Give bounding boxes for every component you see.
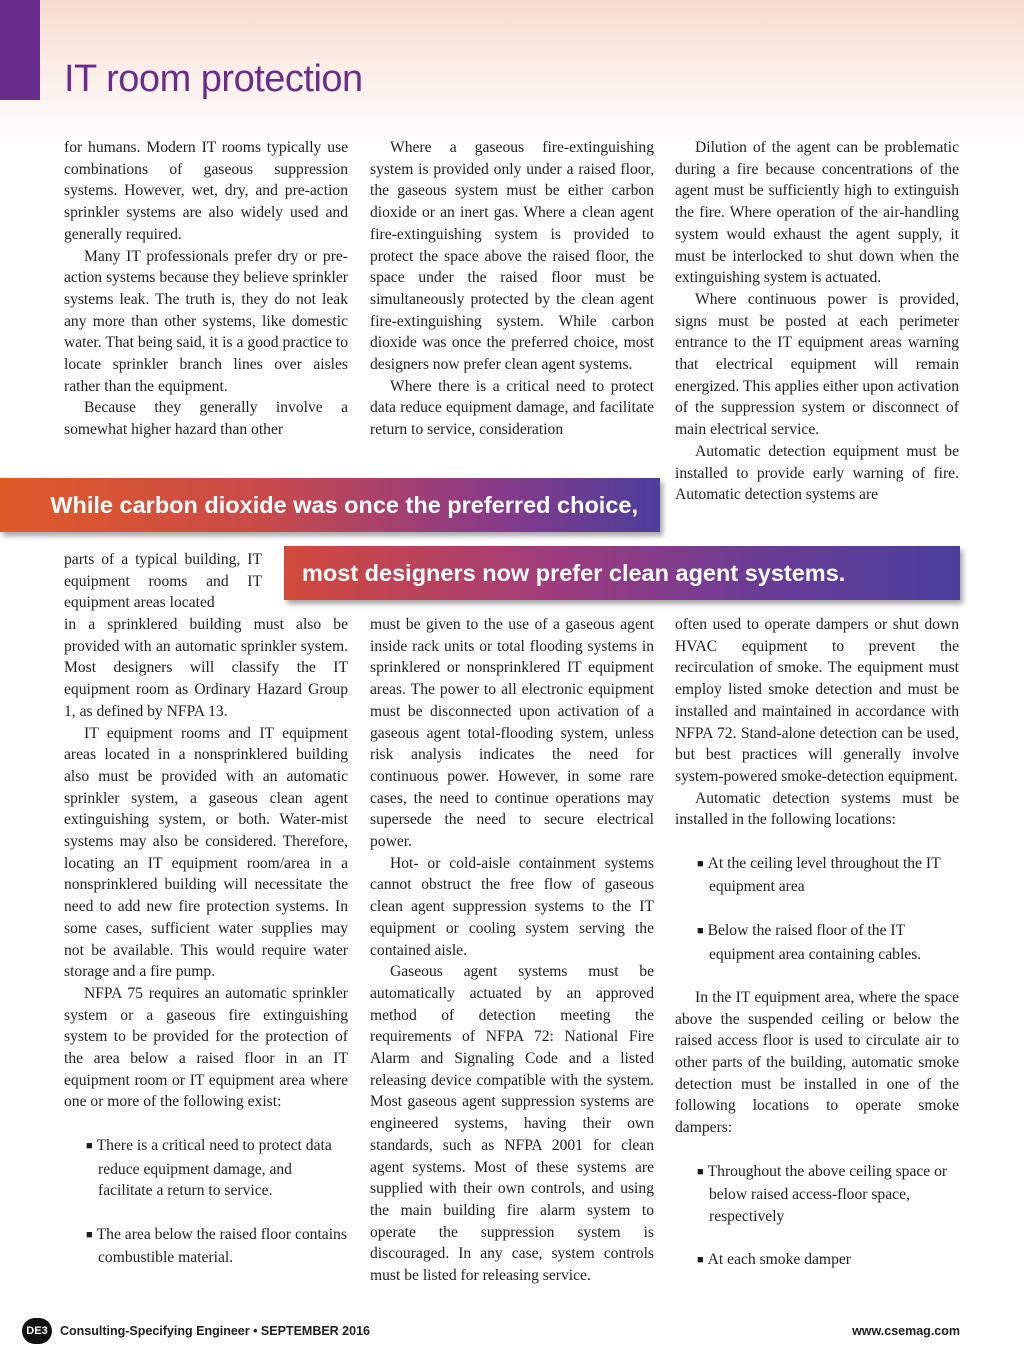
list-item: ■ There is a critical need to protect data reduce equipment damage, and facilitate a return to service. — [86, 1135, 348, 1202]
paragraph: Automatic detection equipment must be installed to provide early warning of fire. Automatic detection systems are — [675, 442, 959, 504]
paragraph: often used to operate dampers or shut down HVAC equipment to prevent the recirculation of smoke. The equipment must employ listed smoke detection and must be installed and maintained in accordance with NFPA 72. Stand-alone detection can be used, but best practices will generally involve system-powered smoke-detection equipment. — [675, 616, 959, 785]
lower-column-2 — [370, 614, 654, 1287]
page-title: IT room protection — [64, 58, 363, 100]
paragraph: for humans. Modern IT rooms typically use combinations of gaseous suppression systems. However, wet, dry, and pre-action sprinkler systems are also widely used and generally required. — [64, 139, 348, 243]
paragraph: NFPA 75 requires an automatic sprinkler system or a gaseous fire extinguishing system to be provided for the protection of the area below a raised floor in an IT equipment room or IT equipment area where one or more of the following exist: — [64, 984, 348, 1111]
paragraph: Dilution of the agent can be problematic during a fire because concentrations of the agent must be sufficiently high to extinguish the fire. Where operation of the air-handling system would exhaust the agent supply, it must be interlocked to shut down when the extinguishing system is actuated. — [675, 139, 959, 287]
paragraph: IT equipment rooms and IT equipment areas located in a nonsprinklered building also must be provided with an automatic sprinkler system, a gaseous clean agent extinguishing system, or both. Water-mist systems may also be considered. Therefore, locating an IT equipment room/area in a nonsprinklered building will necessitate the need to add new fire protection systems. In some cases, sufficient water supplies may not be available. This would require water storage and a fire pump. — [64, 724, 348, 981]
paragraph: Where there is a critical need to protect data reduce equipment damage, and facilitate return to service, consideration — [370, 377, 654, 439]
upper-column-3 — [675, 137, 959, 506]
website-url: www.csemag.com — [852, 1324, 960, 1338]
paragraph: in a sprinklered building must also be provided with an automatic sprinkler system. Most designers will classify the IT equipment room as Ordinary Hazard Group 1, as defined by NFPA 13. — [64, 616, 348, 720]
paragraph: Gaseous agent systems must be automatically actuated by an approved method of detection meeting the requirements of NFPA 72: National Fire Alarm and Signaling Code and a listed releasing device compatible with the system. Most gaseous agent suppression systems are engineered systems, having their own standards, such as NFPA 2001 for clean agent systems. Most of these systems are supplied with their own controls, and using the main building fire alarm system to operate the suppression system is discouraged. In any case, system controls must be listed for releasing service. — [370, 963, 654, 1285]
list-item: ■ At each smoke damper — [697, 1249, 959, 1273]
paragraph: Many IT professionals prefer dry or pre-action systems because they believe sprinkler systems leak. The truth is, they do not leak any more than other systems, like domestic water. That being said, it is a good practice to locate sprinkler branch lines over aisles rather than the equipment. — [64, 247, 348, 395]
paragraph: must be given to the use of a gaseous agent inside rack units or total flooding systems in sprinklered or nonsprinklered IT equipment areas. The power to all electronic equipment must be disconnected upon activation of a gaseous agent total-flooding system, unless risk analysis indicates the need for continuous power. However, in some rare cases, the need to continue operations may supersede the need to secure electrical power. — [370, 616, 654, 851]
paragraph: Where a gaseous fire-extinguishing system is provided only under a raised floor, the gaseous system must be either carbon dioxide or an inert gas. Where a clean agent fire-extinguishing system is provided to protect the space above the raised floor, the space under the raised floor must be simultaneously protected by the clean agent fire-extinguishing system. While carbon dioxide was once the preferred choice, most designers now prefer clean agent systems. — [370, 139, 654, 374]
bullet-list — [675, 853, 959, 966]
pull-quote-line-2 — [284, 546, 960, 600]
pull-quote-line-1 — [0, 478, 660, 532]
bullet-list — [64, 1135, 348, 1269]
lower-column-1 — [64, 614, 348, 1269]
page-footer — [22, 1317, 960, 1345]
paragraph: Where continuous power is provided, signs must be posted at each perimeter entrance to the IT equipment areas warning that electrical equipment will remain energized. This applies either upon activation of the suppression system or disconnect of main electrical service. — [675, 290, 959, 439]
page-number-badge: DE3 — [22, 1318, 52, 1344]
paragraph: Automatic detection systems must be installed in the following locations: — [675, 789, 959, 829]
list-item: ■ The area below the raised floor contains combustible material. — [86, 1224, 348, 1269]
header-accent-bar — [0, 0, 40, 100]
paragraph: Because they generally involve a somewhat higher hazard than other — [64, 399, 348, 439]
paragraph: In the IT equipment area, where the space above the suspended ceiling or below the raised access floor is used to circulate air to other parts of the building, automatic smoke detection must be installed in one of the following locations to operate smoke dampers: — [675, 988, 959, 1137]
paragraph: Hot- or cold-aisle containment systems cannot obstruct the free flow of gaseous clean agent suppression systems to the IT equipment or cooling system serving the contained aisle. — [370, 854, 654, 959]
publication-credit: Consulting-Specifying Engineer • SEPTEMBER 2016 — [60, 1324, 370, 1338]
upper-column-1 — [64, 137, 348, 441]
list-item: ■ At the ceiling level throughout the IT equipment area — [697, 853, 959, 898]
list-item: ■ Throughout the above ceiling space or below raised access-floor space, respectively — [697, 1161, 959, 1228]
lower-column-1-head — [64, 549, 262, 614]
pull-quote-text: While carbon dioxide was once the preferred choice, — [50, 491, 638, 518]
pull-quote-text: most designers now prefer clean agent systems. — [302, 559, 846, 586]
upper-column-2 — [370, 137, 654, 441]
list-item: ■ Below the raised floor of the IT equipment area containing cables. — [697, 920, 959, 965]
bullet-list — [675, 1161, 959, 1274]
paragraph: parts of a typical building, IT equipment rooms and IT equipment areas located — [64, 551, 262, 612]
lower-column-3 — [675, 614, 959, 1273]
